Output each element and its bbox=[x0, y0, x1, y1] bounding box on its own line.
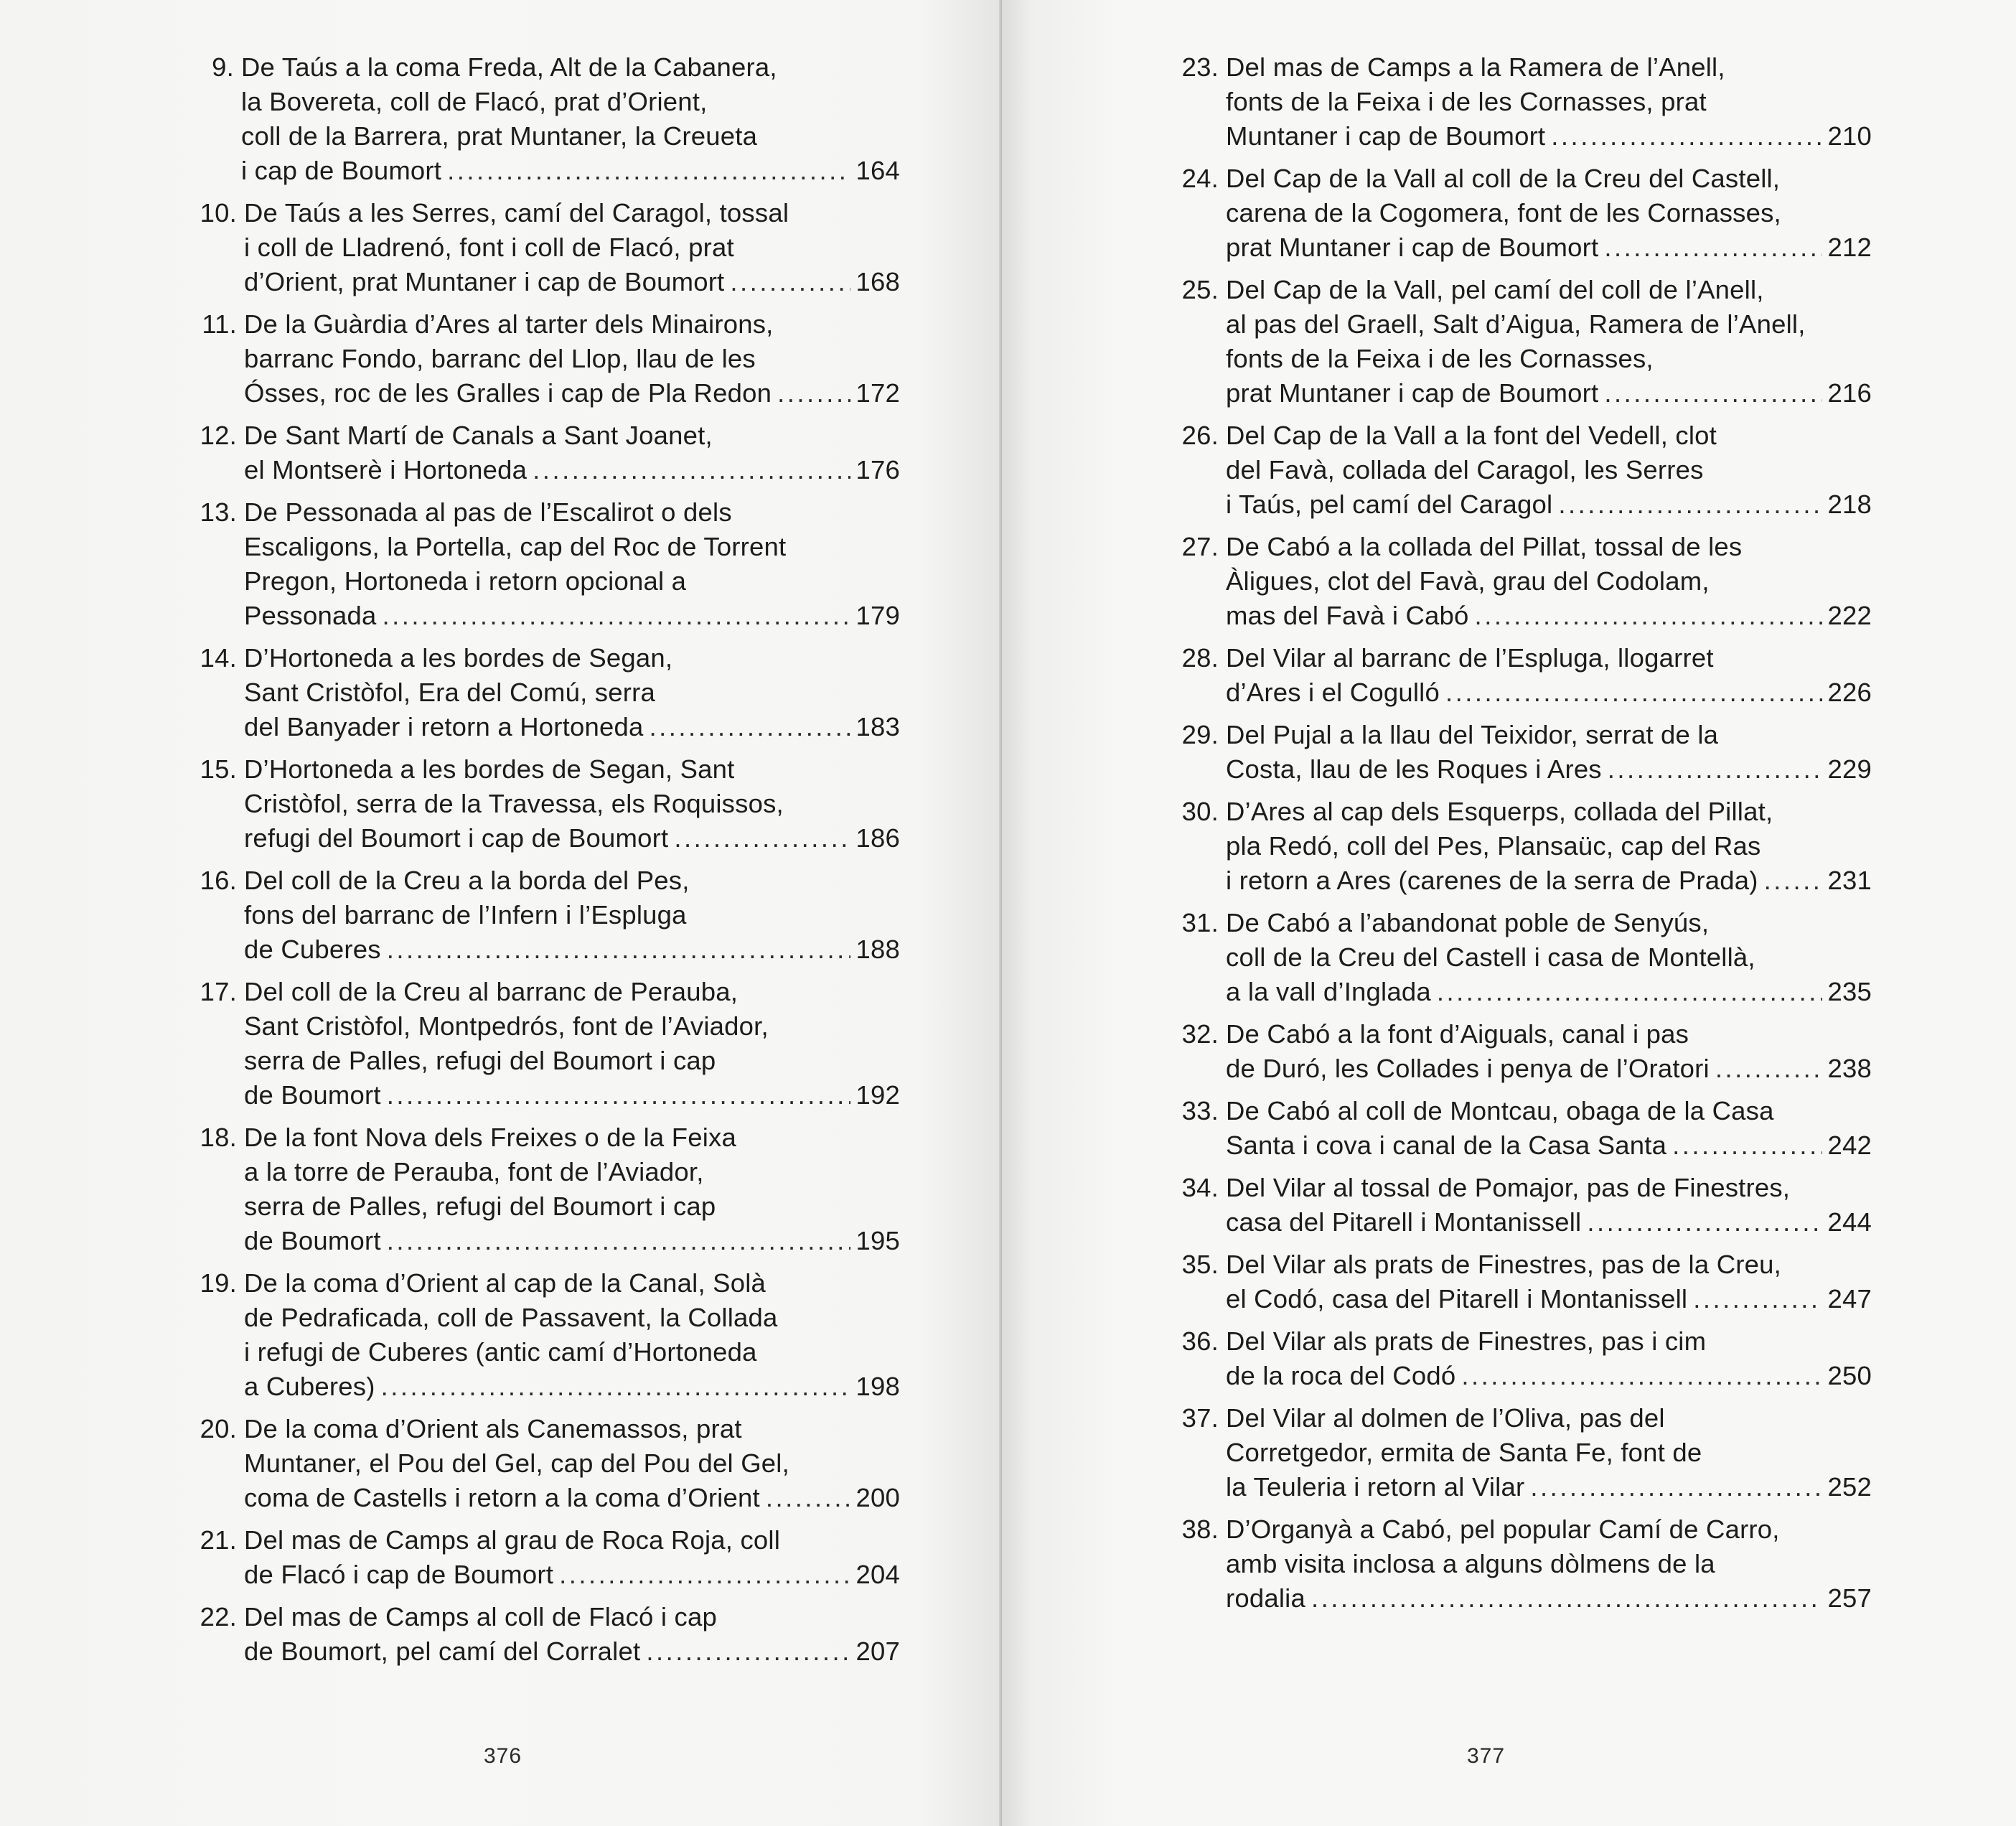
toc-entry bbox=[1176, 1171, 1872, 1240]
dot-leader bbox=[1311, 1581, 1822, 1616]
toc-entry bbox=[194, 495, 900, 633]
dot-leader bbox=[533, 453, 850, 487]
toc-entry bbox=[1176, 1247, 1872, 1316]
dot-leader bbox=[1693, 1282, 1822, 1316]
page-number-right: 377 bbox=[1467, 1744, 1506, 1768]
toc-entry-body bbox=[244, 495, 900, 633]
dot-leader bbox=[649, 710, 850, 744]
toc-entry-body bbox=[1226, 641, 1872, 710]
toc-entry-page: 186 bbox=[855, 823, 900, 853]
toc-entry-page: 198 bbox=[855, 1372, 900, 1401]
toc-entry-title-line: prat Muntaner i cap de Boumort bbox=[1226, 378, 1599, 408]
toc-entry-title-line: d’Ares i el Cogulló bbox=[1226, 678, 1440, 707]
toc-entry-title-line: Del Cap de la Vall, pel camí del coll de l’Anell, bbox=[1226, 275, 1764, 304]
toc-entry-title-line: Del Vilar al tossal de Pomajor, pas de Finestres, bbox=[1226, 1173, 1791, 1202]
toc-entry-number: 37. bbox=[1181, 1403, 1219, 1433]
toc-entry-title-line: la Teuleria i retorn al Vilar bbox=[1226, 1472, 1525, 1502]
toc-entry-title-line: Del Pujal a la llau del Teixidor, serrat de la bbox=[1226, 720, 1719, 749]
toc-entry-page: 235 bbox=[1827, 977, 1872, 1006]
toc-entry-title-line: De la Guàrdia d’Ares al tarter dels Minairons, bbox=[244, 309, 774, 339]
toc-entry-title-line: i cap de Boumort bbox=[241, 156, 442, 185]
toc-entry-body bbox=[244, 1523, 900, 1592]
toc-entry-title-line: de la roca del Codó bbox=[1226, 1361, 1456, 1390]
toc-entry-title-line: De Pessonada al pas de l’Escalirot o dels bbox=[244, 497, 732, 527]
toc-entry-title-line: Del mas de Camps al grau de Roca Roja, coll bbox=[244, 1525, 781, 1555]
dot-leader bbox=[674, 821, 850, 856]
toc-entry-title-line: De Taús a la coma Freda, Alt de la Cabanera, bbox=[241, 52, 777, 82]
toc-entry-number: 19. bbox=[200, 1268, 237, 1298]
toc-entry-last-line bbox=[1226, 863, 1872, 898]
toc-entry-number: 16. bbox=[200, 866, 237, 895]
toc-entry-last-line bbox=[244, 265, 900, 299]
toc-entry-last-line bbox=[244, 1634, 900, 1669]
toc-entry-body bbox=[1226, 50, 1872, 154]
dot-leader bbox=[1608, 752, 1822, 787]
toc-entry-number: 23. bbox=[1181, 52, 1219, 82]
dot-leader bbox=[646, 1634, 850, 1669]
toc-entry-body bbox=[244, 975, 900, 1113]
toc-entry-page: 204 bbox=[855, 1560, 900, 1589]
toc-entry-title-line: carena de la Cogomera, font de les Cornasses, bbox=[1226, 198, 1781, 228]
toc-entry-title-line: la Bovereta, coll de Flacó, prat d’Orient, bbox=[241, 87, 708, 116]
toc-entry bbox=[194, 863, 900, 967]
toc-entry-body bbox=[241, 50, 900, 188]
toc-entry-title-line: Del mas de Camps a la Ramera de l’Anell, bbox=[1226, 52, 1725, 82]
toc-entry-title-line: Sant Cristòfol, Era del Comú, serra bbox=[244, 678, 655, 707]
toc-entry-title-line: el Montserè i Hortoneda bbox=[244, 455, 528, 484]
toc-entry-page: 222 bbox=[1827, 601, 1872, 630]
toc-entry-last-line bbox=[244, 710, 900, 744]
toc-entry-body bbox=[1226, 1324, 1872, 1393]
toc-entry-body bbox=[244, 196, 900, 299]
toc-entry-body bbox=[1226, 1094, 1872, 1163]
toc-entry-title-line: de Boumort bbox=[244, 1080, 381, 1110]
toc-entry-body bbox=[244, 641, 900, 744]
toc-entry-last-line bbox=[244, 1481, 900, 1515]
toc-entry-last-line bbox=[244, 821, 900, 856]
dot-leader bbox=[447, 154, 850, 188]
toc-entry-number: 30. bbox=[1181, 797, 1219, 826]
toc-entry-last-line bbox=[1226, 1205, 1872, 1240]
toc-entry-title-line: de Duró, les Collades i penya de l’Oratori bbox=[1226, 1054, 1710, 1083]
toc-entry-number: 31. bbox=[1181, 908, 1219, 937]
toc-entry-last-line bbox=[1226, 1128, 1872, 1163]
toc-entry-page: 252 bbox=[1827, 1472, 1872, 1502]
toc-entry-body bbox=[244, 1120, 900, 1258]
toc-entry-title-line: De Taús a les Serres, camí del Caragol, tossal bbox=[244, 198, 789, 228]
toc-entry bbox=[1176, 418, 1872, 522]
toc-entry-last-line bbox=[244, 1370, 900, 1404]
toc-entry-title-line: de Boumort bbox=[244, 1226, 381, 1255]
toc-entry-title-line: a la vall d’Inglada bbox=[1226, 977, 1431, 1006]
toc-entry bbox=[194, 1120, 900, 1258]
toc-entry-last-line bbox=[1226, 119, 1872, 154]
toc-entry-page: 210 bbox=[1827, 121, 1872, 151]
toc-entry bbox=[1176, 161, 1872, 265]
toc-entry-title-line: Pregon, Hortoneda i retorn opcional a bbox=[244, 566, 687, 596]
toc-entry-title-line: i Taús, pel camí del Caragol bbox=[1226, 490, 1553, 519]
toc-entry-title-line: coma de Castells i retorn a la coma d’Orient bbox=[244, 1483, 760, 1512]
toc-entry bbox=[1176, 718, 1872, 787]
toc-entry-last-line bbox=[1226, 1282, 1872, 1316]
toc-entry-number: 35. bbox=[1181, 1250, 1219, 1279]
toc-entry-title-line: i coll de Lladrenó, font i coll de Flacó, prat bbox=[244, 233, 734, 262]
toc-entry-title-line: prat Muntaner i cap de Boumort bbox=[1226, 233, 1599, 262]
toc-entry bbox=[194, 641, 900, 744]
toc-entry-title-line: a la torre de Perauba, font de l’Aviador, bbox=[244, 1157, 704, 1186]
toc-entry-title-line: Del Cap de la Vall a la font del Vedell, clot bbox=[1226, 421, 1717, 450]
dot-leader bbox=[1672, 1128, 1822, 1163]
toc-entry-page: 250 bbox=[1827, 1361, 1872, 1390]
toc-entry-body bbox=[1226, 718, 1872, 787]
toc-entry-title-line: Muntaner, el Pou del Gel, cap del Pou del Gel, bbox=[244, 1448, 789, 1478]
toc-entry-title-line: de Cuberes bbox=[244, 935, 381, 964]
toc-entry-title-line: De Cabó a l’abandonat poble de Senyús, bbox=[1226, 908, 1710, 937]
toc-entry-body bbox=[1226, 1017, 1872, 1086]
toc-entry bbox=[194, 975, 900, 1113]
dot-leader bbox=[381, 1370, 850, 1404]
toc-entry-title-line: pla Redó, coll del Pes, Plansaüc, cap del Ras bbox=[1226, 831, 1761, 861]
toc-entry-title-line: Del coll de la Creu a la borda del Pes, bbox=[244, 866, 690, 895]
toc-entry-title-line: Corretgedor, ermita de Santa Fe, font de bbox=[1226, 1438, 1702, 1467]
toc-entry-last-line bbox=[1226, 675, 1872, 710]
toc-entry-title-line: serra de Palles, refugi del Boumort i cap bbox=[244, 1046, 716, 1075]
toc-entry-page: 231 bbox=[1827, 866, 1872, 895]
toc-entry-body bbox=[244, 863, 900, 967]
dot-leader bbox=[1551, 119, 1822, 154]
toc-entry-last-line bbox=[1226, 230, 1872, 265]
toc-entry-title-line: coll de la Creu del Castell i casa de Montellà, bbox=[1226, 942, 1755, 972]
toc-entry-page: 176 bbox=[855, 455, 900, 484]
toc-entry bbox=[1176, 1324, 1872, 1393]
toc-entry-body bbox=[1226, 1401, 1872, 1504]
dot-leader bbox=[1530, 1470, 1822, 1504]
toc-entry-page: 247 bbox=[1827, 1284, 1872, 1314]
table-of-contents-left bbox=[194, 50, 900, 1677]
toc-entry-number: 11. bbox=[202, 309, 237, 339]
toc-entry-number: 15. bbox=[200, 754, 237, 784]
toc-entry-title-line: serra de Palles, refugi del Boumort i cap bbox=[244, 1191, 716, 1221]
toc-entry-page: 244 bbox=[1827, 1207, 1872, 1237]
dot-leader bbox=[1604, 376, 1822, 411]
toc-entry-number: 28. bbox=[1181, 643, 1219, 673]
dot-leader bbox=[1587, 1205, 1822, 1240]
toc-entry bbox=[1176, 1094, 1872, 1163]
toc-entry bbox=[194, 1523, 900, 1592]
toc-entry-title-line: refugi del Boumort i cap de Boumort bbox=[244, 823, 669, 853]
dot-leader bbox=[766, 1481, 850, 1515]
toc-entry bbox=[194, 196, 900, 299]
toc-entry-title-line: Costa, llau de les Roques i Ares bbox=[1226, 754, 1602, 784]
toc-entry-title-line: Del Cap de la Vall al coll de la Creu del Castell, bbox=[1226, 164, 1781, 193]
toc-entry-title-line: al pas del Graell, Salt d’Aigua, Ramera de l’Anell, bbox=[1226, 309, 1806, 339]
toc-entry-title-line: D’Ares al cap dels Esquerps, collada del Pillat, bbox=[1226, 797, 1773, 826]
table-of-contents-right bbox=[1176, 50, 1872, 1624]
toc-entry-number: 9. bbox=[212, 52, 234, 82]
toc-entry-title-line: de Boumort, pel camí del Corralet bbox=[244, 1637, 641, 1666]
toc-entry-page: 200 bbox=[855, 1483, 900, 1512]
toc-entry-last-line bbox=[1226, 487, 1872, 522]
toc-entry-title-line: del Favà, collada del Caragol, les Serres bbox=[1226, 455, 1704, 484]
toc-entry-number: 12. bbox=[200, 421, 237, 450]
toc-entry-number: 29. bbox=[1181, 720, 1219, 749]
dot-leader bbox=[1764, 863, 1822, 898]
toc-entry-last-line bbox=[244, 453, 900, 487]
right-page bbox=[1002, 0, 2016, 1826]
dot-leader bbox=[387, 1224, 850, 1258]
toc-entry bbox=[194, 50, 900, 188]
toc-entry-number: 36. bbox=[1181, 1326, 1219, 1356]
toc-entry-page: 257 bbox=[1827, 1583, 1872, 1613]
toc-entry-title-line: amb visita inclosa a alguns dòlmens de la bbox=[1226, 1549, 1715, 1578]
toc-entry-title-line: Muntaner i cap de Boumort bbox=[1226, 121, 1546, 151]
toc-entry-title-line: mas del Favà i Cabó bbox=[1226, 601, 1469, 630]
toc-entry-body bbox=[244, 1266, 900, 1404]
toc-entry-title-line: casa del Pitarell i Montanissell bbox=[1226, 1207, 1582, 1237]
toc-entry-number: 18. bbox=[200, 1123, 237, 1152]
dot-leader bbox=[387, 932, 850, 967]
toc-entry-page: 242 bbox=[1827, 1130, 1872, 1160]
toc-entry-title-line: Àligues, clot del Favà, grau del Codolam, bbox=[1226, 566, 1710, 596]
toc-entry-title-line: Del coll de la Creu al barranc de Perauba, bbox=[244, 977, 739, 1006]
toc-entry-number: 14. bbox=[200, 643, 237, 673]
toc-entry-number: 10. bbox=[200, 198, 237, 228]
toc-entry-title-line: Ósses, roc de les Gralles i cap de Pla Redon bbox=[244, 378, 772, 408]
toc-entry-body bbox=[1226, 161, 1872, 265]
toc-entry-title-line: Cristòfol, serra de la Travessa, els Roquissos, bbox=[244, 789, 784, 818]
toc-entry bbox=[1176, 795, 1872, 898]
toc-entry-last-line bbox=[1226, 752, 1872, 787]
toc-entry bbox=[1176, 1401, 1872, 1504]
toc-entry-title-line: De Cabó al coll de Montcau, obaga de la Casa bbox=[1226, 1096, 1774, 1125]
toc-entry-body bbox=[1226, 418, 1872, 522]
toc-entry-last-line bbox=[1226, 1359, 1872, 1393]
toc-entry-title-line: De Sant Martí de Canals a Sant Joanet, bbox=[244, 421, 713, 450]
toc-entry-title-line: De la font Nova dels Freixes o de la Feixa bbox=[244, 1123, 737, 1152]
toc-entry-page: 207 bbox=[855, 1637, 900, 1666]
toc-entry-body bbox=[244, 1412, 900, 1515]
toc-entry-body bbox=[244, 752, 900, 856]
toc-entry bbox=[194, 1412, 900, 1515]
toc-entry-page: 179 bbox=[855, 601, 900, 630]
toc-entry-title-line: i retorn a Ares (carenes de la serra de Prada) bbox=[1226, 866, 1758, 895]
toc-entry-number: 17. bbox=[200, 977, 237, 1006]
toc-entry-body bbox=[1226, 273, 1872, 411]
toc-entry-title-line: Del Vilar als prats de Finestres, pas de la Creu, bbox=[1226, 1250, 1781, 1279]
toc-entry-last-line bbox=[1226, 975, 1872, 1009]
page-number-left: 376 bbox=[484, 1744, 522, 1768]
toc-entry-title-line: i refugi de Cuberes (antic camí d’Hortoneda bbox=[244, 1337, 757, 1367]
dot-leader bbox=[730, 265, 850, 299]
toc-entry-last-line bbox=[1226, 1470, 1872, 1504]
toc-entry-body bbox=[1226, 1512, 1872, 1616]
toc-entry-last-line bbox=[1226, 1581, 1872, 1616]
toc-entry-last-line bbox=[244, 1078, 900, 1113]
toc-entry-title-line: Del Vilar al barranc de l’Espluga, llogarret bbox=[1226, 643, 1714, 673]
toc-entry-title-line: fons del barranc de l’Infern i l’Espluga bbox=[244, 900, 687, 930]
toc-entry-page: 183 bbox=[855, 712, 900, 741]
dot-leader bbox=[1558, 487, 1822, 522]
toc-entry-number: 24. bbox=[1181, 164, 1219, 193]
toc-entry-last-line bbox=[244, 599, 900, 633]
toc-entry-page: 168 bbox=[855, 267, 900, 296]
toc-entry bbox=[194, 752, 900, 856]
toc-entry-page: 226 bbox=[1827, 678, 1872, 707]
toc-entry-body bbox=[1226, 1247, 1872, 1316]
toc-entry-title-line: Del Vilar al dolmen de l’Oliva, pas del bbox=[1226, 1403, 1665, 1433]
toc-entry-title-line: barranc Fondo, barranc del Llop, llau de les bbox=[244, 344, 756, 373]
toc-entry-title-line: De Cabó a la font d’Aiguals, canal i pas bbox=[1226, 1019, 1689, 1049]
dot-leader bbox=[1461, 1359, 1822, 1393]
toc-entry-number: 20. bbox=[200, 1414, 237, 1443]
toc-entry-number: 22. bbox=[200, 1602, 237, 1631]
toc-entry-page: 238 bbox=[1827, 1054, 1872, 1083]
toc-entry-title-line: del Banyader i retorn a Hortoneda bbox=[244, 712, 644, 741]
dot-leader bbox=[1715, 1052, 1822, 1086]
toc-entry-page: 192 bbox=[855, 1080, 900, 1110]
toc-entry-number: 26. bbox=[1181, 421, 1219, 450]
toc-entry-title-line: D’Hortoneda a les bordes de Segan, bbox=[244, 643, 673, 673]
toc-entry-body bbox=[1226, 1171, 1872, 1240]
toc-entry-body bbox=[1226, 530, 1872, 633]
toc-entry-number: 13. bbox=[200, 497, 237, 527]
toc-entry-title-line: Del mas de Camps al coll de Flacó i cap bbox=[244, 1602, 717, 1631]
toc-entry-title-line: Santa i cova i canal de la Casa Santa bbox=[1226, 1130, 1667, 1160]
toc-entry-body bbox=[244, 1600, 900, 1669]
dot-leader bbox=[387, 1078, 850, 1113]
toc-entry-number: 32. bbox=[1181, 1019, 1219, 1049]
dot-leader bbox=[1445, 675, 1822, 710]
toc-entry-page: 229 bbox=[1827, 754, 1872, 784]
dot-leader bbox=[1437, 975, 1822, 1009]
toc-entry bbox=[1176, 50, 1872, 154]
toc-entry-last-line bbox=[1226, 1052, 1872, 1086]
dot-leader bbox=[559, 1558, 850, 1592]
toc-entry-body bbox=[1226, 795, 1872, 898]
toc-entry-page: 188 bbox=[855, 935, 900, 964]
toc-entry-title-line: fonts de la Feixa i de les Cornasses, bbox=[1226, 344, 1654, 373]
dot-leader bbox=[777, 376, 850, 411]
toc-entry bbox=[194, 307, 900, 411]
toc-entry-title-line: D’Organyà a Cabó, pel popular Camí de Carro, bbox=[1226, 1514, 1780, 1544]
toc-entry bbox=[1176, 530, 1872, 633]
toc-entry-title-line: a Cuberes) bbox=[244, 1372, 375, 1401]
toc-entry bbox=[194, 418, 900, 487]
toc-entry-page: 172 bbox=[855, 378, 900, 408]
toc-entry-title-line: de Pedraficada, coll de Passavent, la Collada bbox=[244, 1303, 778, 1332]
toc-entry-page: 164 bbox=[855, 156, 900, 185]
toc-entry-number: 34. bbox=[1181, 1173, 1219, 1202]
toc-entry-number: 33. bbox=[1181, 1096, 1219, 1125]
toc-entry-body bbox=[1226, 906, 1872, 1009]
toc-entry-title-line: De Cabó a la collada del Pillat, tossal de les bbox=[1226, 532, 1743, 561]
toc-entry-number: 38. bbox=[1181, 1514, 1219, 1544]
toc-entry-last-line bbox=[1226, 599, 1872, 633]
toc-entry-title-line: d’Orient, prat Muntaner i cap de Boumort bbox=[244, 267, 725, 296]
toc-entry-title-line: Escaligons, la Portella, cap del Roc de Torrent bbox=[244, 532, 787, 561]
toc-entry-title-line: rodalia bbox=[1226, 1583, 1305, 1613]
toc-entry-title-line: D’Hortoneda a les bordes de Segan, Sant bbox=[244, 754, 735, 784]
toc-entry bbox=[1176, 1512, 1872, 1616]
toc-entry-number: 27. bbox=[1181, 532, 1219, 561]
toc-entry bbox=[1176, 641, 1872, 710]
toc-entry-page: 195 bbox=[855, 1226, 900, 1255]
toc-entry-page: 218 bbox=[1827, 490, 1872, 519]
toc-entry-last-line bbox=[244, 932, 900, 967]
dot-leader bbox=[1475, 599, 1822, 633]
left-page bbox=[0, 0, 1002, 1826]
toc-entry-title-line: coll de la Barrera, prat Muntaner, la Creueta bbox=[241, 121, 758, 151]
toc-entry-last-line bbox=[244, 376, 900, 411]
toc-entry-title-line: Sant Cristòfol, Montpedrós, font de l’Aviador, bbox=[244, 1011, 769, 1041]
toc-entry-page: 212 bbox=[1827, 233, 1872, 262]
toc-entry-number: 25. bbox=[1181, 275, 1219, 304]
toc-entry-title-line: de Flacó i cap de Boumort bbox=[244, 1560, 554, 1589]
toc-entry-last-line bbox=[1226, 376, 1872, 411]
toc-entry-title-line: Pessonada bbox=[244, 601, 377, 630]
toc-entry-body bbox=[244, 418, 900, 487]
toc-entry-last-line bbox=[244, 1224, 900, 1258]
toc-entry-title-line: Del Vilar als prats de Finestres, pas i cim bbox=[1226, 1326, 1707, 1356]
toc-entry-title-line: De la coma d’Orient al cap de la Canal, Solà bbox=[244, 1268, 766, 1298]
toc-entry-number: 21. bbox=[200, 1525, 237, 1555]
toc-entry bbox=[1176, 1017, 1872, 1086]
toc-entry bbox=[1176, 273, 1872, 411]
toc-entry-page: 216 bbox=[1827, 378, 1872, 408]
toc-entry-title-line: De la coma d’Orient als Canemassos, prat bbox=[244, 1414, 742, 1443]
toc-entry bbox=[1176, 906, 1872, 1009]
toc-entry-last-line bbox=[244, 1558, 900, 1592]
toc-entry-last-line bbox=[241, 154, 900, 188]
toc-entry-title-line: fonts de la Feixa i de les Cornasses, prat bbox=[1226, 87, 1707, 116]
dot-leader bbox=[382, 599, 850, 633]
toc-entry-title-line: el Codó, casa del Pitarell i Montanissell bbox=[1226, 1284, 1688, 1314]
dot-leader bbox=[1604, 230, 1822, 265]
toc-entry bbox=[194, 1600, 900, 1669]
toc-entry-body bbox=[244, 307, 900, 411]
toc-entry bbox=[194, 1266, 900, 1404]
